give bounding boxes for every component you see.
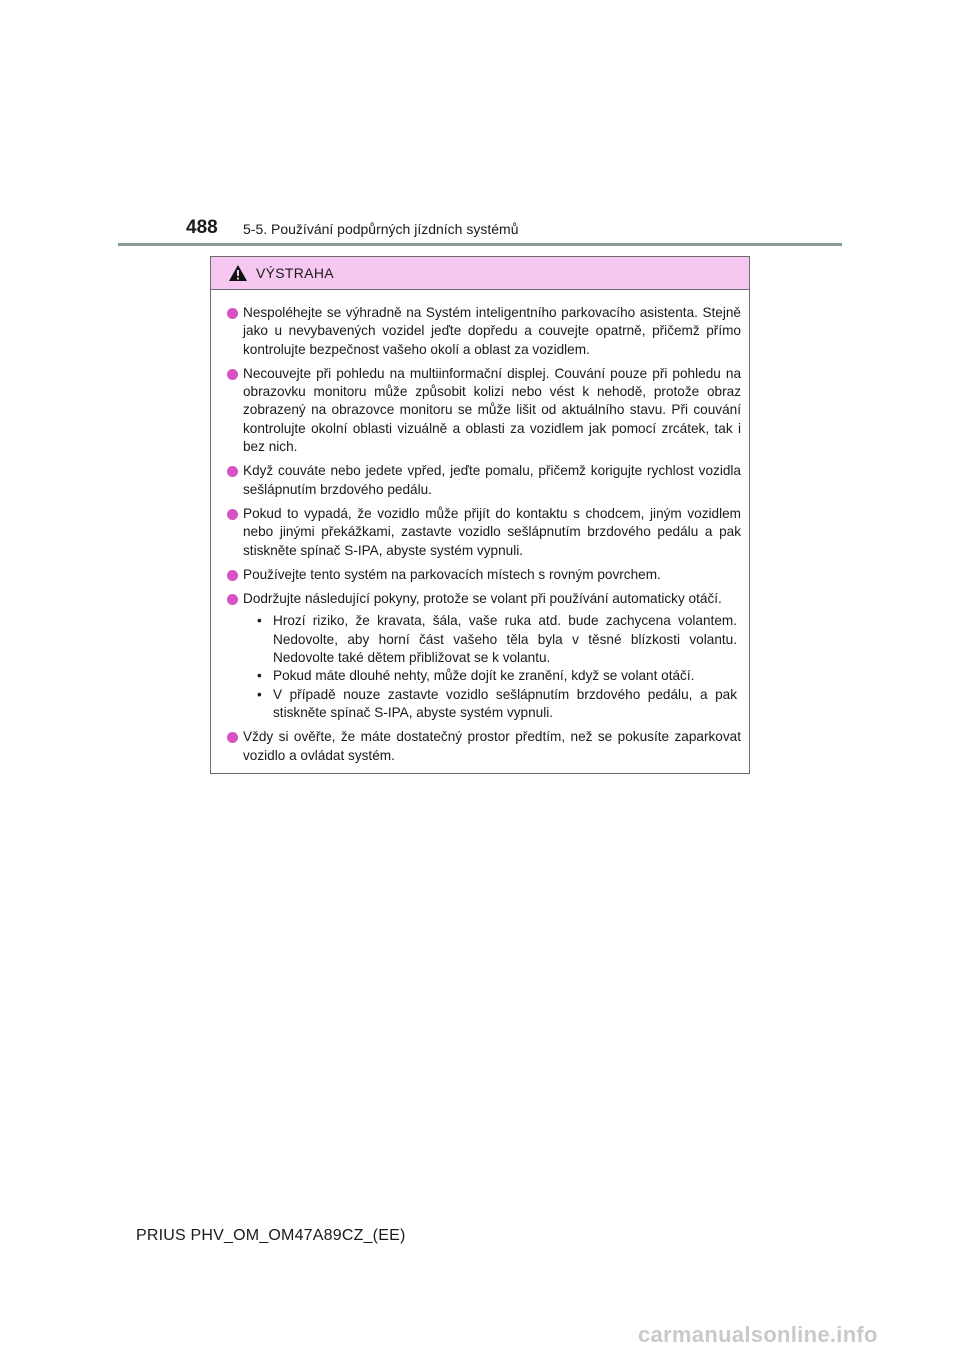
warning-item xyxy=(227,365,741,456)
document-code: PRIUS PHV_OM_OM47A89CZ_(EE) xyxy=(136,1227,406,1244)
warning-item xyxy=(227,590,741,722)
warning-subitem xyxy=(243,686,741,723)
page-number: 488 xyxy=(186,217,218,238)
warning-item-text: Necouvejte při pohledu na multiinformační displej. Couvání pouze při pohledu na obrazovku monitoru může způsobit kolizi nebo vést k nehodě, protože obraz zobrazený na obrazovce monitoru se může lišit od aktuálního stavu. Při couvání kontrolujte okolní oblasti vizuálně a oblasti za vozidlem jak pomocí zrcátek, tak i bez nich. xyxy=(243,365,741,455)
warning-triangle-icon xyxy=(228,264,248,282)
warning-subitem xyxy=(243,667,741,685)
warning-item xyxy=(227,304,741,359)
warning-item xyxy=(227,462,741,499)
warning-body xyxy=(211,290,749,765)
bullet-icon xyxy=(227,369,238,380)
bullet-icon xyxy=(227,594,238,605)
bullet-icon xyxy=(227,732,238,743)
warning-item-text: Pokud to vypadá, že vozidlo může přijít do kontaktu s chodcem, jiným vozidlem nebo jinými překážkami, zastavte vozidlo sešlápnutím brzdového pedálu a pak stiskněte spínač S-IPA, abyste systém vypnuli. xyxy=(243,505,741,558)
warning-item-text: Používejte tento systém na parkovacích místech s rovným povrchem. xyxy=(243,566,661,582)
warning-subitem-text: Pokud máte dlouhé nehty, může dojít ke zranění, když se volant otáčí. xyxy=(273,668,695,684)
warning-item xyxy=(227,728,741,765)
bullet-icon xyxy=(227,308,238,319)
warning-item-text: Dodržujte následující pokyny, protože se volant při používání automaticky otáčí. xyxy=(243,591,722,607)
sub-bullet-icon: • xyxy=(257,668,262,684)
watermark: carmanualsonline.info xyxy=(638,1322,878,1347)
sub-bullet-icon: • xyxy=(257,686,262,702)
bullet-icon xyxy=(227,466,238,477)
section-title: 5-5. Používání podpůrných jízdních systémů xyxy=(243,221,519,237)
warning-subitem-text: Hrozí riziko, že kravata, šála, vaše ruka atd. bude zachycena volantem. Nedovolte, aby horní část vašeho těla byla v těsné blízkosti volantu. Nedovolte také dětem přibližovat se k volantu. xyxy=(273,613,737,666)
sub-bullet-icon: • xyxy=(257,613,262,629)
bullet-icon xyxy=(227,570,238,581)
header-divider xyxy=(118,243,842,246)
warning-item-text: Vždy si ověřte, že máte dostatečný prostor předtím, než se pokusíte zaparkovat vozidlo a ovládat systém. xyxy=(243,729,741,763)
warning-item-text: Nespoléhejte se výhradně na Systém inteligentního parkovacího asistenta. Stejně jako u nevybavených vozidel jeďte dopředu a couvejte opatrně, přičemž přímo kontrolujte bezpečnost vašeho okolí a oblast za vozidlem. xyxy=(243,305,741,357)
warning-subitem xyxy=(243,612,741,667)
warning-box xyxy=(210,256,750,774)
warning-subitem-text: V případě nouze zastavte vozidlo sešlápnutím brzdového pedálu, a pak stiskněte spínač S-IPA, abyste systém vypnuli. xyxy=(273,686,737,720)
warning-item xyxy=(227,566,741,584)
warning-sublist xyxy=(243,612,741,722)
warning-header xyxy=(211,257,749,290)
warning-title: VÝSTRAHA xyxy=(256,265,334,281)
bullet-icon xyxy=(227,509,238,520)
warning-item xyxy=(227,505,741,560)
warning-item-text: Když couváte nebo jedete vpřed, jeďte pomalu, přičemž korigujte rychlost vozidla sešlápnutím brzdového pedálu. xyxy=(243,463,741,497)
